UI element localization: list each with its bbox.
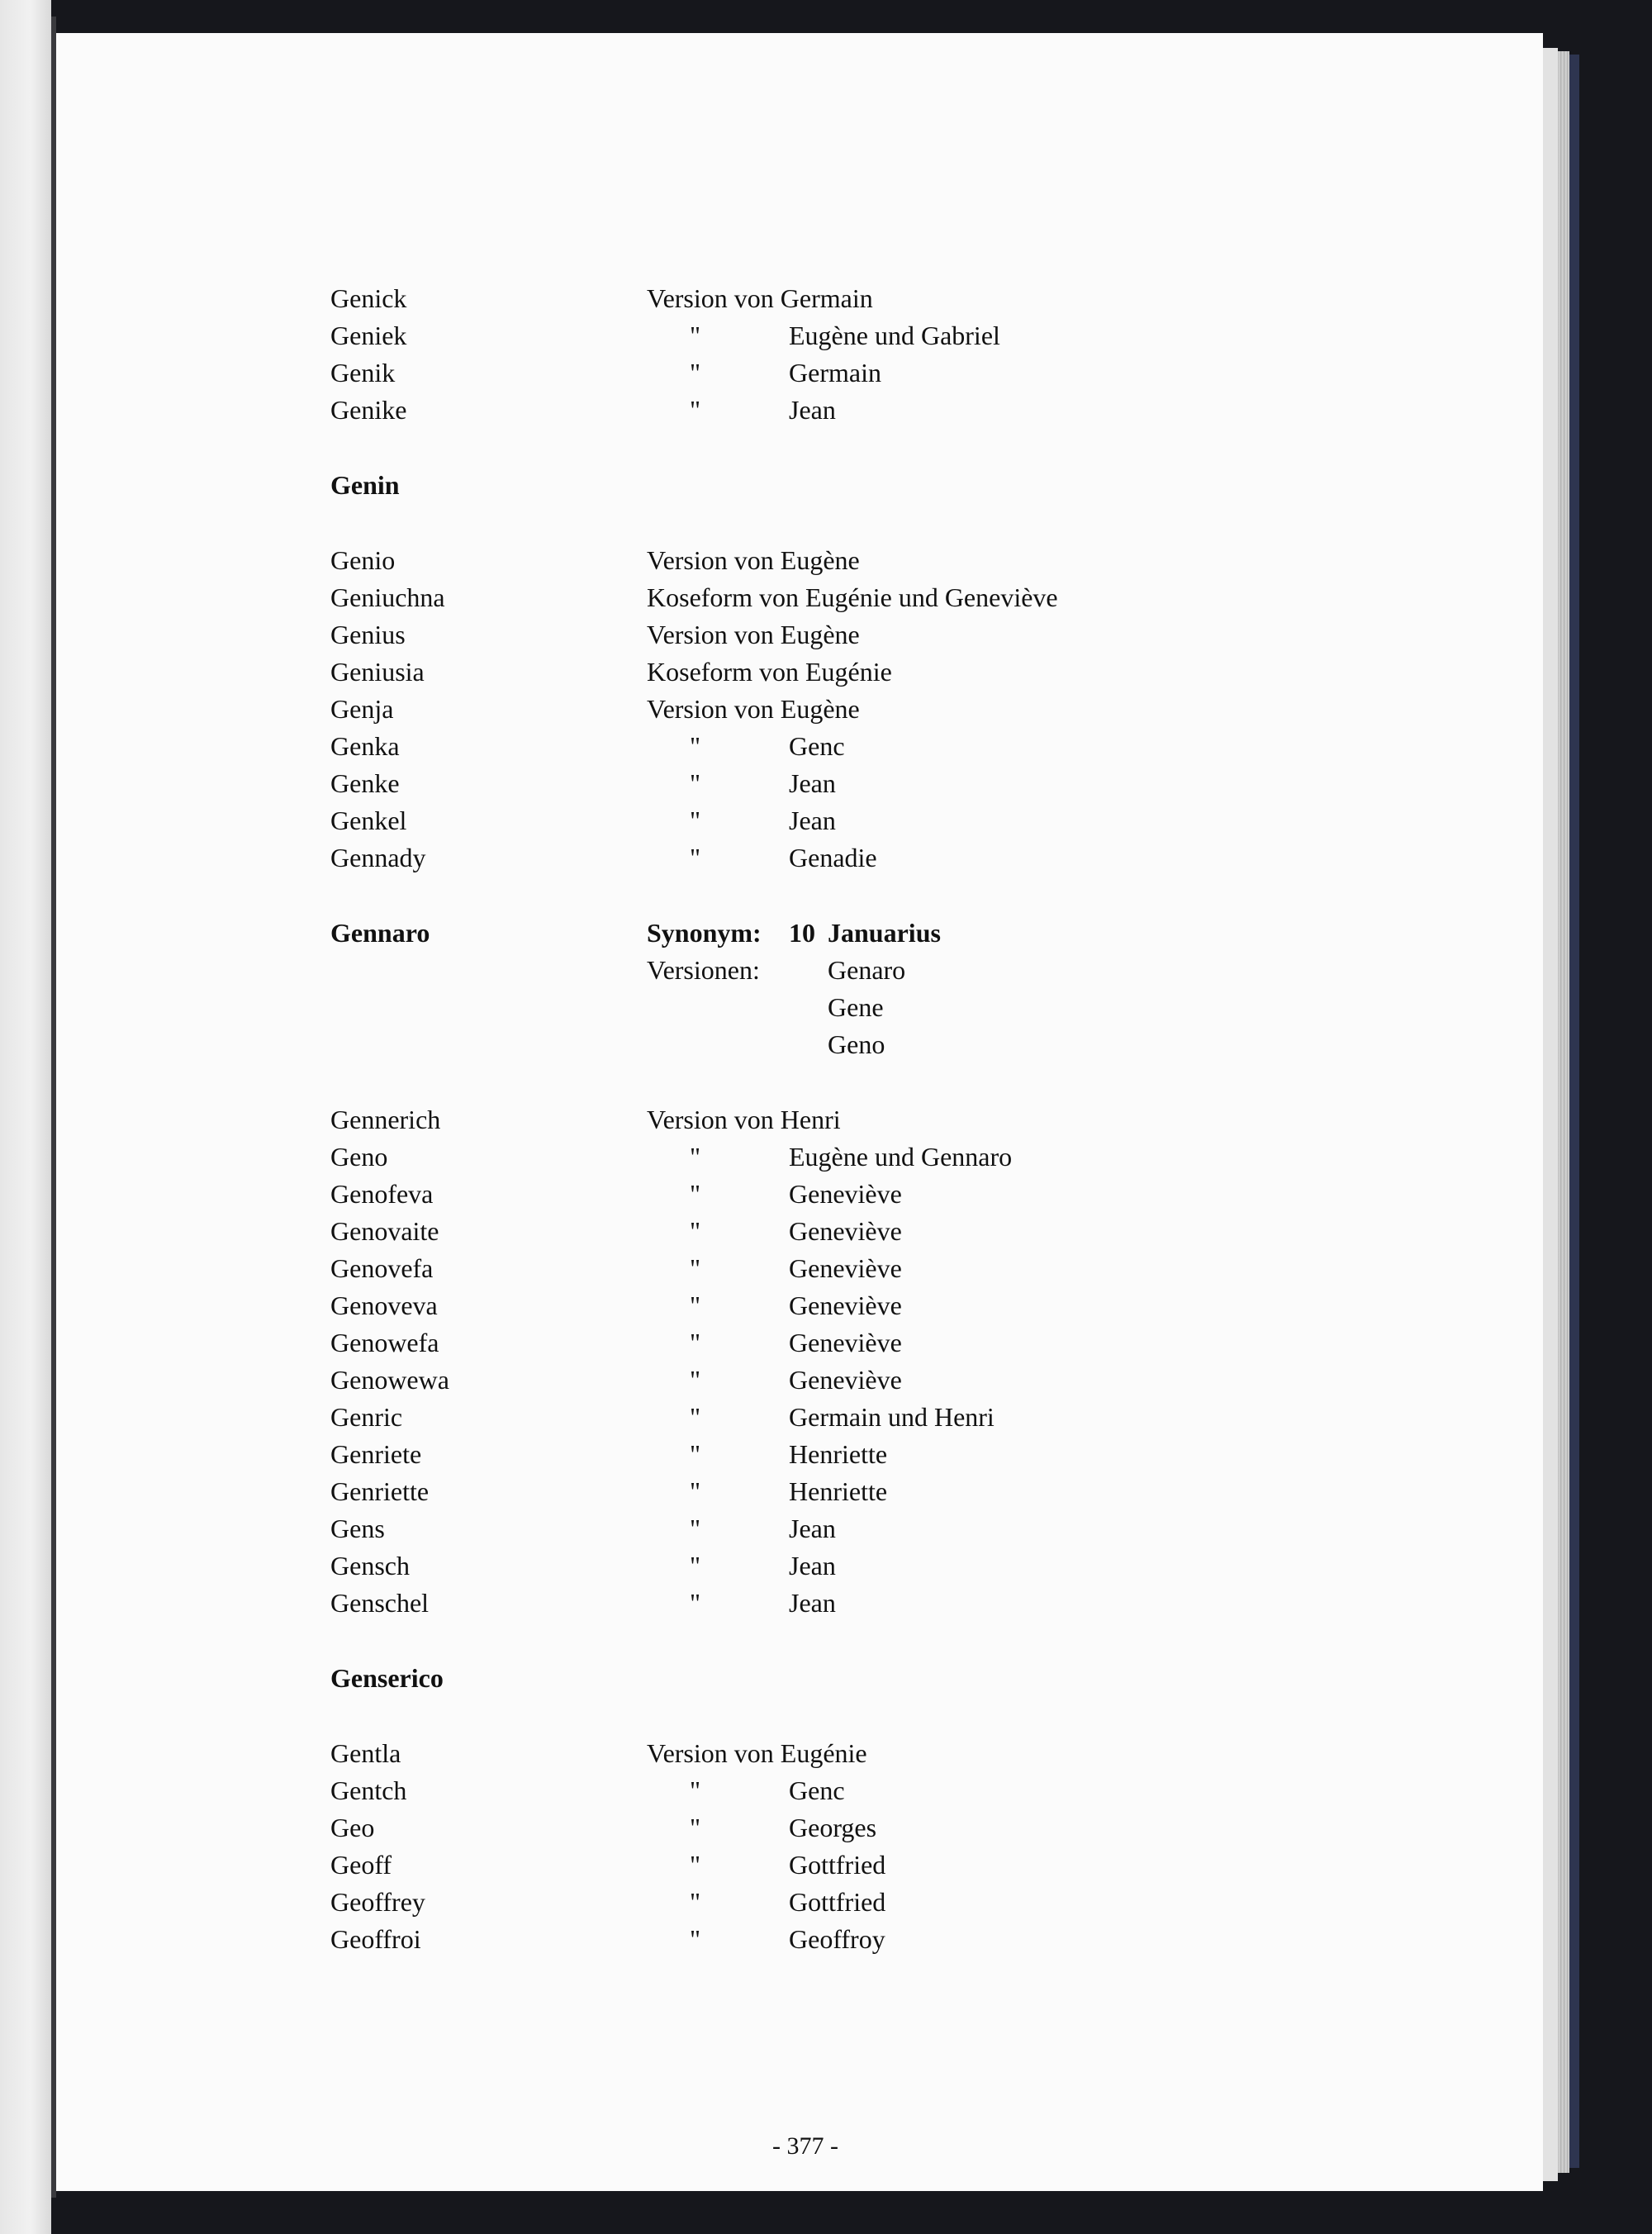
entry-name: Genja [330,694,394,724]
entry-name: Genserico [330,1663,444,1693]
ditto-mark: " [690,731,701,761]
entry-reference: Gottfried [789,1850,886,1880]
entry-reference: Geneviève [789,1216,902,1246]
entry-reference: Henriette [789,1476,888,1506]
entry-reference: Eugène und Gabriel [789,321,1000,350]
entry-name: Gentla [330,1738,401,1768]
entry-name: Geno [330,1142,388,1172]
entry-name: Genofeva [330,1179,434,1209]
entry-label: Synonym: [647,918,762,948]
entry-name: Genschel [330,1588,430,1618]
ditto-mark: " [690,1887,701,1917]
entry-reference: Henriette [789,1439,888,1469]
ditto-mark: " [690,1290,701,1320]
entry-name: Genin [330,470,400,500]
ditto-mark: " [690,843,701,872]
ditto-mark: " [690,1476,701,1506]
entry-name: Genovefa [330,1253,434,1283]
page-stack-edge [1543,48,1558,2181]
entry-description: Version von Henri [647,1105,841,1134]
entry-reference: Jean [789,806,836,835]
entry-name: Genowewa [330,1365,449,1395]
entry-name: Gensch [330,1551,410,1580]
ditto-mark: " [690,1588,701,1618]
entry-name: Genric [330,1402,403,1432]
ditto-mark: " [690,358,701,387]
entry-name: Genius [330,620,406,649]
entry-name: Gens [330,1514,385,1543]
entry-name: Genik [330,358,396,387]
ditto-mark: " [690,1775,701,1805]
entry-description: Version von Eugénie [647,1738,867,1768]
entry-name: Geoffrey [330,1887,425,1917]
ditto-mark: " [690,1253,701,1283]
entry-name: Genka [330,731,400,761]
entry-reference: Genc [789,731,845,761]
ditto-mark: " [690,1365,701,1395]
entry-reference: Georges [789,1813,877,1842]
entry-name: Gennady [330,843,426,872]
entry-name: Genriete [330,1439,422,1469]
ditto-mark: " [690,1179,701,1209]
entry-name: Genkel [330,806,407,835]
entry-name: Geniek [330,321,407,350]
ditto-mark: " [690,321,701,350]
entry-reference: Gottfried [789,1887,886,1917]
ditto-mark: " [690,806,701,835]
ditto-mark: " [690,1216,701,1246]
ditto-mark: " [690,1813,701,1842]
book-cover-edge [1569,55,1579,2168]
entry-reference: Jean [789,1588,836,1618]
ditto-mark: " [690,1924,701,1954]
entry-name: Genovaite [330,1216,439,1246]
entry-name: Genowefa [330,1328,439,1357]
entry-description: Koseform von Eugénie [647,657,892,687]
entry-reference: Geoffroy [789,1924,885,1954]
entry-reference: Jean [789,1551,836,1580]
entry-name: Geniusia [330,657,425,687]
version-name: Genaro [828,955,906,985]
entry-reference: Jean [789,768,836,798]
ditto-mark: " [690,1402,701,1432]
ditto-mark: " [690,395,701,425]
entry-label: Versionen: [647,955,760,985]
ditto-mark: " [690,1551,701,1580]
ditto-mark: " [690,768,701,798]
entry-name: Geoff [330,1850,392,1880]
entry-name: Genoveva [330,1290,438,1320]
entry-reference: Geneviève [789,1328,902,1357]
entry-reference: Geneviève [789,1290,902,1320]
entry-name: Genke [330,768,400,798]
entry-name: Genike [330,395,407,425]
entry-reference: Eugène und Gennaro [789,1142,1013,1172]
entry-name: Genio [330,545,396,575]
entry-name: Gennaro [330,918,430,948]
entry-reference: Jean [789,395,836,425]
entry-name: Genriette [330,1476,430,1506]
entry-reference: Germain [789,358,881,387]
ditto-mark: " [690,1850,701,1880]
page-stack-edge [1558,51,1569,2173]
entry-name: Geniuchna [330,582,445,612]
previous-page-edge [0,0,51,2234]
entry-reference: Geneviève [789,1179,902,1209]
entry-name: Geo [330,1813,375,1842]
synonym-count: 10 [789,918,815,948]
page-number: - 377 - [772,2132,838,2160]
entry-reference: Geneviève [789,1253,902,1283]
entry-description: Version von Eugène [647,694,860,724]
entry-reference: Genc [789,1775,845,1805]
entry-name: Genick [330,283,407,313]
entry-description: Version von Eugène [647,620,860,649]
entry-reference: Genadie [789,843,877,872]
version-name: Geno [828,1029,885,1059]
ditto-mark: " [690,1514,701,1543]
ditto-mark: " [690,1142,701,1172]
version-name: Gene [828,992,884,1022]
entry-description: Version von Eugène [647,545,860,575]
entry-description: Koseform von Eugénie und Geneviève [647,582,1058,612]
entry-name: Gentch [330,1775,407,1805]
entry-description: Version von Germain [647,283,873,313]
ditto-mark: " [690,1439,701,1469]
entry-name: Gennerich [330,1105,441,1134]
entry-reference: Geneviève [789,1365,902,1395]
ditto-mark: " [690,1328,701,1357]
entry-reference: Germain und Henri [789,1402,995,1432]
entry-name: Geoffroi [330,1924,421,1954]
synonym-name: Januarius [828,918,941,948]
entry-reference: Jean [789,1514,836,1543]
